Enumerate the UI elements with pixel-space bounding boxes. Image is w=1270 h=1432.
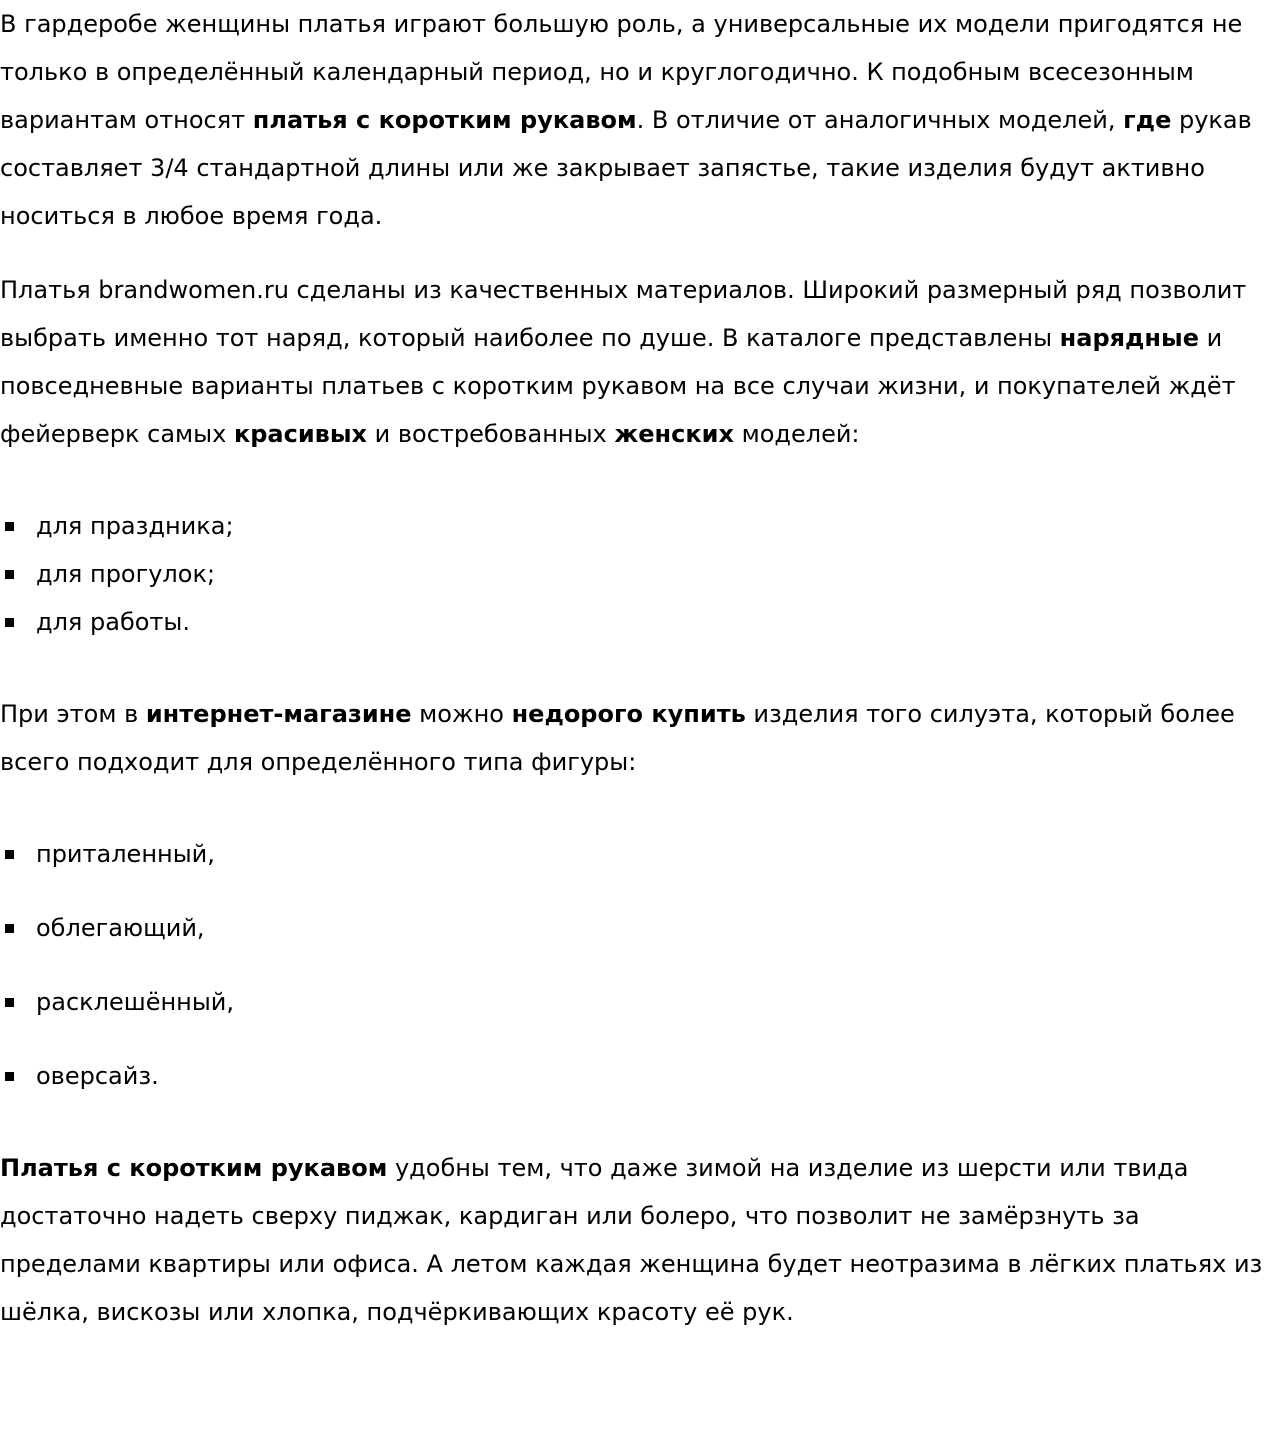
bold-phrase: нарядные [1059, 324, 1199, 352]
square-bullet-icon [5, 850, 14, 859]
bold-phrase: платья с коротким рукавом [252, 106, 637, 134]
bold-phrase: красивых [233, 420, 368, 448]
list-item-text: для работы. [36, 608, 190, 636]
bold-phrase: интернет-магазине [145, 700, 412, 728]
list-item [0, 550, 1270, 598]
text-segment: При этом в [0, 700, 146, 728]
list-item [0, 502, 1270, 550]
list-item-text: облегающий, [36, 914, 205, 942]
list-item-text: для праздника; [36, 512, 234, 540]
silhouettes-list [0, 830, 1270, 1100]
list-item-text: приталенный, [36, 840, 215, 868]
bold-phrase: женских [614, 420, 734, 448]
square-bullet-icon [5, 618, 14, 627]
text-segment: моделей: [733, 420, 860, 448]
list-item [0, 978, 1270, 1026]
text-segment: рукав составляет 3/4 стандартной длины или же закрывает запястье, такие изделия будут активно носиться в любое время года. [0, 106, 1252, 230]
text-segment: можно [411, 700, 512, 728]
intro-paragraph [0, 0, 1270, 240]
catalog-paragraph [0, 266, 1270, 458]
seasons-paragraph [0, 1144, 1270, 1336]
list-item-text: расклешённый, [36, 988, 235, 1016]
square-bullet-icon [5, 570, 14, 579]
square-bullet-icon [5, 998, 14, 1007]
list-item [0, 1052, 1270, 1100]
square-bullet-icon [5, 1072, 14, 1081]
text-segment: Платья brandwomen.ru сделаны из качественных материалов. Широкий размерный ряд позволит выбрать именно тот наряд, который наиболее по душе. В каталоге представлены [0, 276, 1247, 352]
text-segment: и востребованных [367, 420, 615, 448]
bold-phrase: недорого купить [511, 700, 746, 728]
text-segment: изделия того силуэта, который более всего подходит для определённого типа фигуры: [0, 700, 1235, 776]
text-segment: удобны тем, что даже зимой на изделие из шерсти или твида достаточно надеть сверху пиджак, кардиган или болеро, что позволит не замёрзнуть за пределами квартиры или офиса. А летом каждая женщина будет неотразима в лёгких платьях из шёлка, вискозы или хлопка, подчёркивающих красоту её рук. [0, 1154, 1263, 1326]
list-item-text: оверсайз. [36, 1062, 159, 1090]
square-bullet-icon [5, 522, 14, 531]
bold-phrase: где [1123, 106, 1172, 134]
shop-paragraph [0, 690, 1270, 786]
list-item [0, 598, 1270, 646]
text-segment: и повседневные варианты платьев с коротким рукавом на все случаи жизни, и покупателей ждёт фейерверк самых [0, 324, 1236, 448]
list-item [0, 830, 1270, 878]
list-item-text: для прогулок; [36, 560, 216, 588]
list-item [0, 904, 1270, 952]
text-segment: В гардеробе женщины платья играют большую роль, а универсальные их модели пригодятся не только в определённый календарный период, но и круглогодично. К подобным всесезонным вариантам относят [0, 10, 1243, 134]
occasions-list [0, 502, 1270, 646]
square-bullet-icon [5, 924, 14, 933]
text-segment: . В отличие от аналогичных моделей, [636, 106, 1124, 134]
bold-phrase: Платья с коротким рукавом [0, 1154, 388, 1182]
